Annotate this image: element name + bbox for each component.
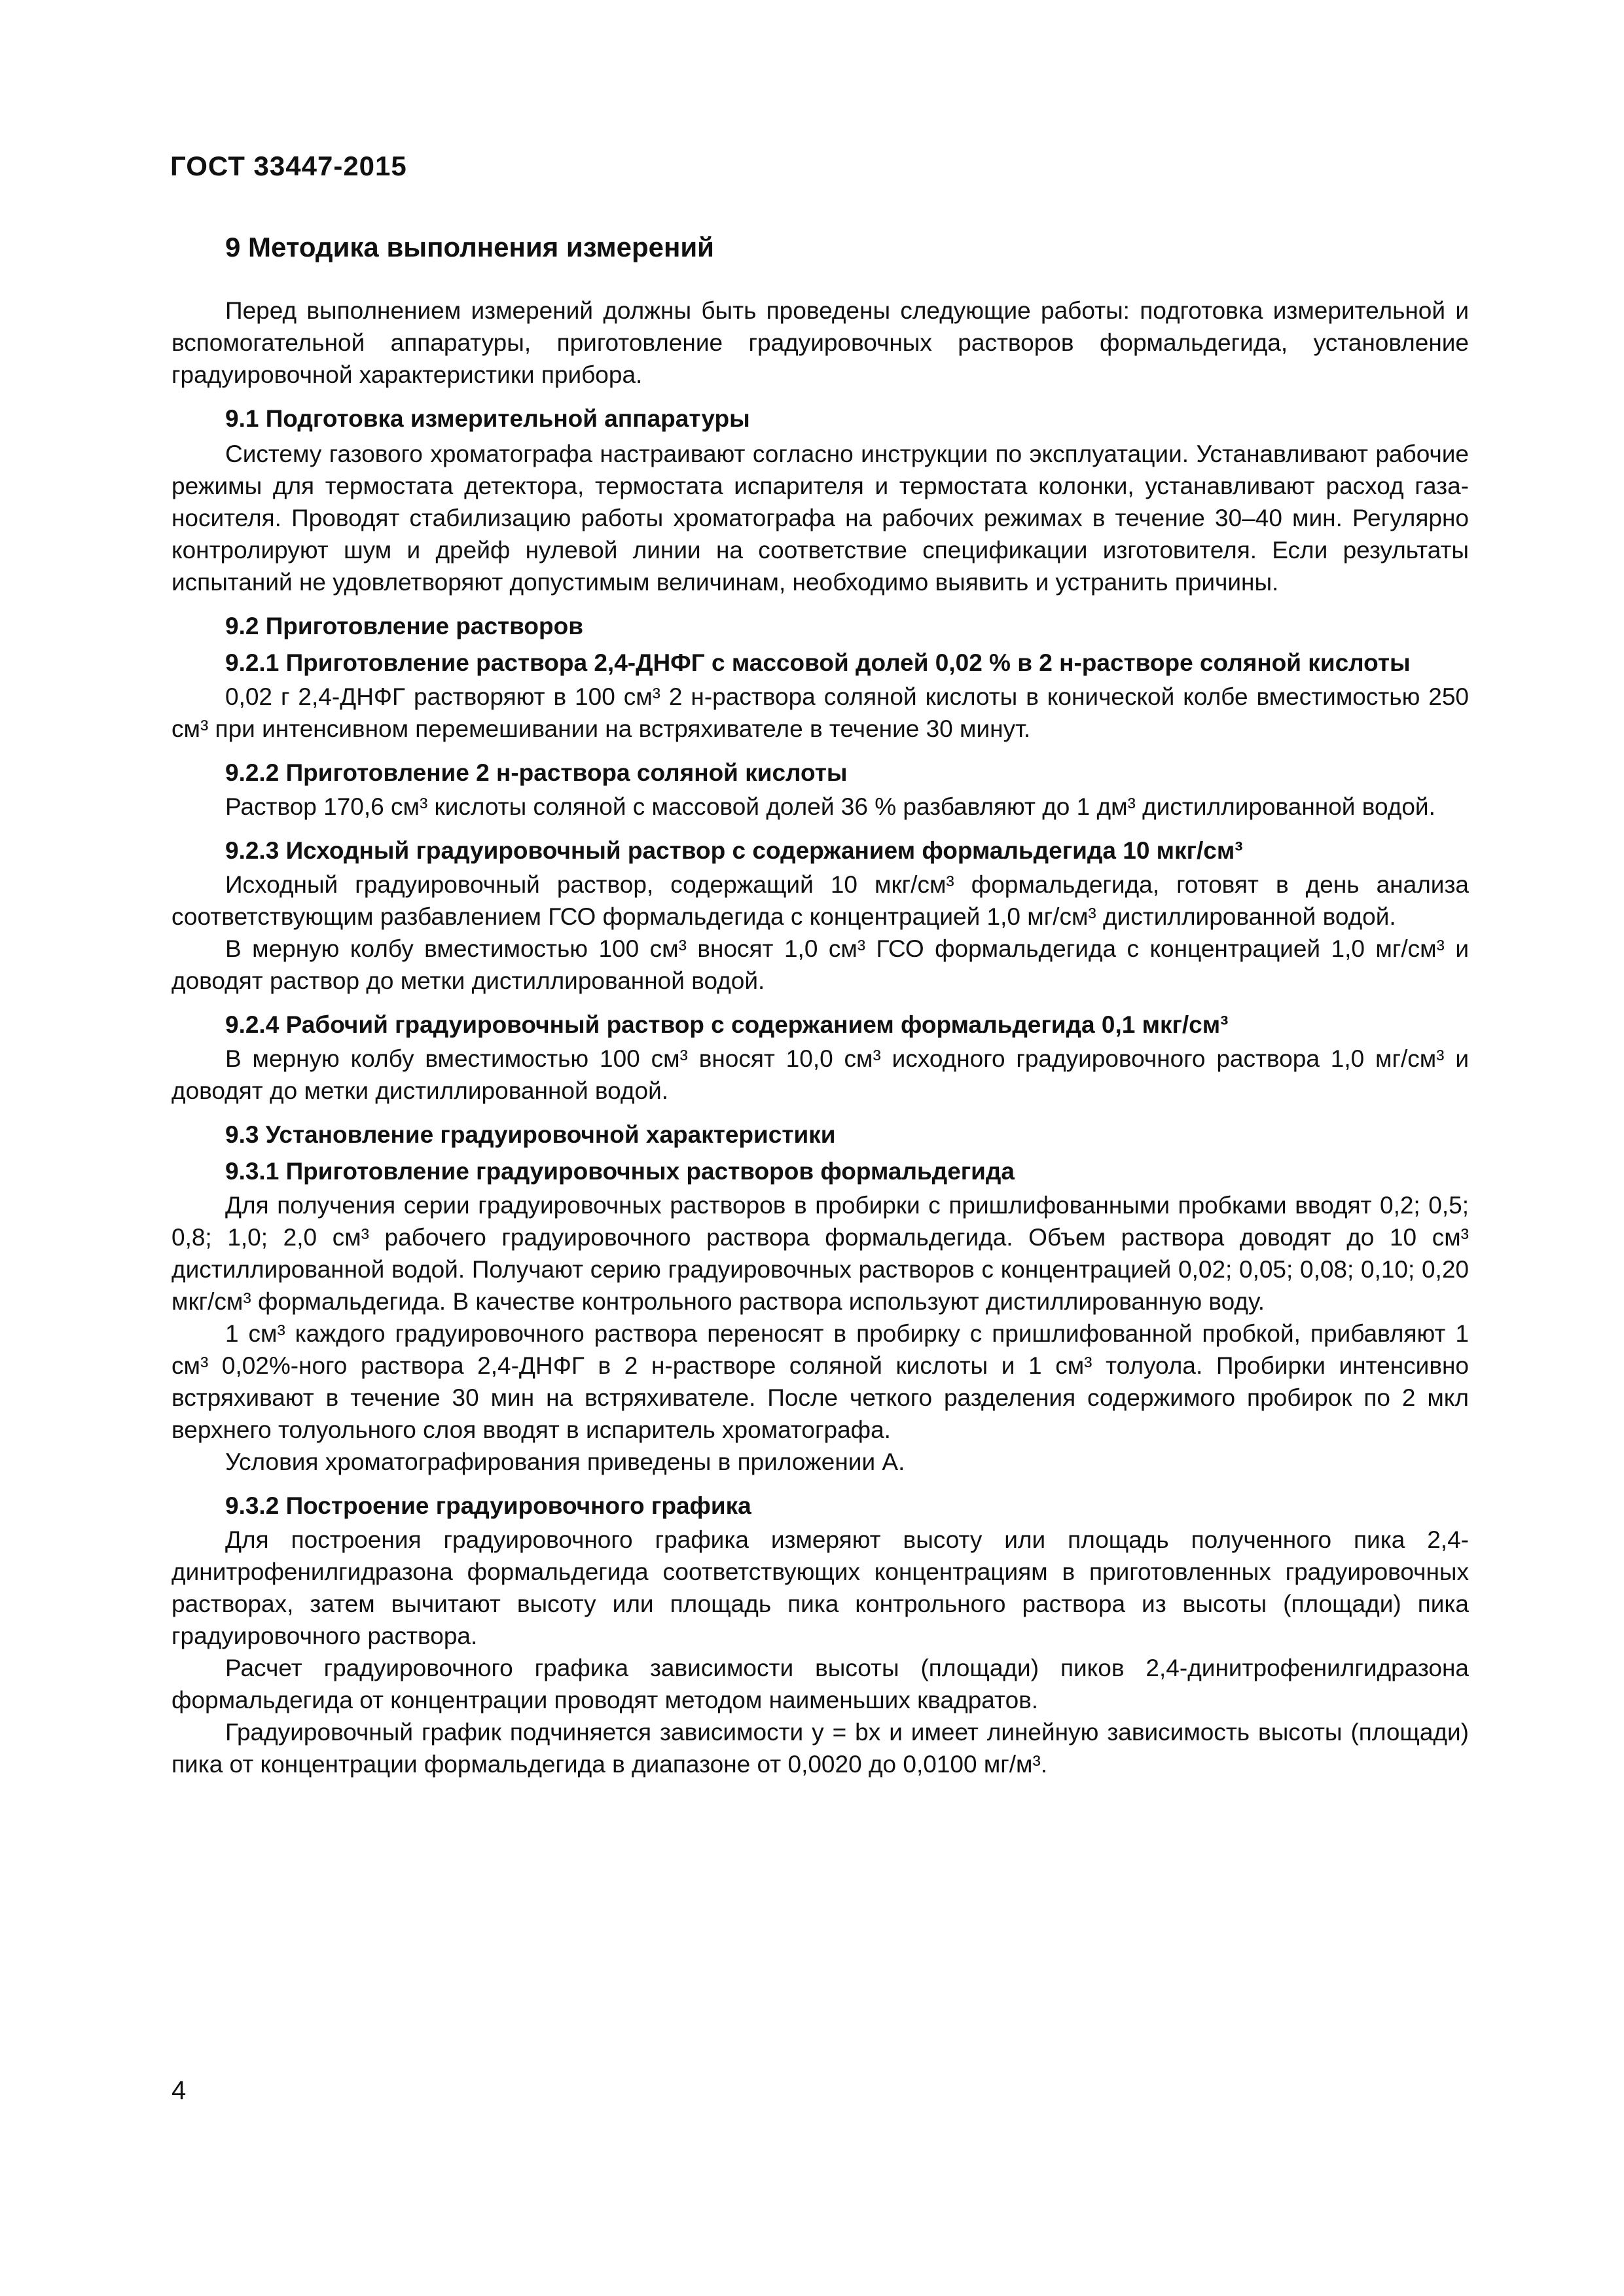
section-9-2-title: 9.2 Приготовление растворов bbox=[225, 613, 583, 639]
page-number: 4 bbox=[171, 2076, 187, 2105]
section-9-2-4-title: 9.2.4 Рабочий градуировочный раствор с содержанием формальдегида 0,1 мкг/см³ bbox=[225, 1011, 1229, 1038]
paragraph: Для построения градуировочного графика измеряют высоту или площадь полученного пика 2,4-динитрофенилгидразона формальдегида соответствующих концентрациям в приготовленных градуировочных растворах, затем вычитают высоту или площадь пика контрольного раствора из высоты (площади) пика градуировочного раствора. bbox=[171, 1526, 1469, 1649]
document-body bbox=[171, 228, 1469, 1780]
paragraph: Исходный градуировочный раствор, содержащий 10 мкг/см³ формальдегида, готовят в день анализа соответствующим разбавлением ГСО формальдегида с концентрацией 1,0 мг/см³ дистиллированной водой. bbox=[171, 871, 1469, 930]
paragraph: Градуировочный график подчиняется зависимости y = bx и имеет линейную зависимость высоты (площади) пика от концентрации формальдегида в диапазоне от 0,0020 до 0,0100 мг/м³. bbox=[171, 1719, 1469, 1778]
section-9-2-1-title: 9.2.1 Приготовление раствора 2,4-ДНФГ с массовой долей 0,02 % в 2 н-растворе соляной кислоты bbox=[225, 649, 1411, 676]
section-9-3-2-title: 9.3.2 Построение градуировочного графика bbox=[225, 1492, 751, 1519]
section-9-1-title: 9.1 Подготовка измерительной аппаратуры bbox=[225, 405, 750, 432]
paragraph: Для получения серии градуировочных растворов в пробирки с пришлифованными пробками вводят 0,2; 0,5; 0,8; 1,0; 2,0 см³ рабочего градуировочного раствора формальдегида. Объем раствора доводят до 10 см³ дистиллированной водой. Получают серию градуировочных растворов с концентрацией 0,02; 0,05; 0,08; 0,10; 0,20 мкг/см³ формальдегида. В качестве контрольного раствора используют дистиллированную воду. bbox=[171, 1192, 1469, 1315]
document-code-header: ГОСТ 33447-2015 bbox=[170, 151, 407, 181]
paragraph: Систему газового хроматографа настраивают согласно инструкции по эксплуатации. Устанавливают рабочие режимы для термостата детектора, термостата испарителя и термостата колонки, устанавливают расход газа-носителя. Проводят стабилизацию работы хроматографа на рабочих режимах в течение 30–40 мин. Регулярно контролируют шум и дрейф нулевой линии на соответствие спецификации изготовителя. Если результаты испытаний не удовлетворяют допустимым величинам, необходимо выявить и устранить причины. bbox=[171, 440, 1469, 596]
paragraph: Условия хроматографирования приведены в приложении А. bbox=[225, 1448, 905, 1475]
paragraph: В мерную колбу вместимостью 100 см³ вносят 10,0 см³ исходного градуировочного раствора 1,0 мг/см³ и доводят до метки дистиллированной водой. bbox=[171, 1045, 1469, 1104]
paragraph: 0,02 г 2,4-ДНФГ растворяют в 100 см³ 2 н-раствора соляной кислоты в конической колбе вместимостью 250 см³ при интенсивном перемешивании на встряхивателе в течение 30 минут. bbox=[171, 683, 1469, 742]
section-9-2-2-title: 9.2.2 Приготовление 2 н-раствора соляной кислоты bbox=[225, 759, 848, 786]
paragraph: Раствор 170,6 см³ кислоты соляной с массовой долей 36 % разбавляют до 1 дм³ дистиллированной водой. bbox=[225, 793, 1435, 820]
section-9-title: 9 Методика выполнения измерений bbox=[225, 232, 714, 262]
paragraph: В мерную колбу вместимостью 100 см³ вносят 1,0 см³ ГСО формальдегида с концентрацией 1,0 мг/см³ и доводят раствор до метки дистиллированной водой. bbox=[171, 935, 1469, 994]
paragraph: 1 см³ каждого градуировочного раствора переносят в пробирку с пришлифованной пробкой, прибавляют 1 см³ 0,02%-ного раствора 2,4-ДНФГ в 2 н-растворе соляной кислоты и 1 см³ толуола. Пробирки интенсивно встряхивают в течение 30 мин на встряхивателе. После четкого разделения содержимого пробирок по 2 мкл верхнего толуольного слоя вводят в испаритель хроматографа. bbox=[171, 1320, 1469, 1443]
paragraph: Перед выполнением измерений должны быть проведены следующие работы: подготовка измерительной и вспомогательной аппаратуры, приготовление градуировочных растворов формальдегида, установление градуировочной характеристики прибора. bbox=[171, 297, 1469, 388]
paragraph: Расчет градуировочного графика зависимости высоты (площади) пиков 2,4-динитрофенилгидразона формальдегида от концентрации проводят методом наименьших квадратов. bbox=[171, 1655, 1469, 1713]
section-9-3-1-title: 9.3.1 Приготовление градуировочных растворов формальдегида bbox=[225, 1158, 1015, 1185]
section-9-3-title: 9.3 Установление градуировочной характеристики bbox=[225, 1121, 836, 1148]
section-9-2-3-title: 9.2.3 Исходный градуировочный раствор с содержанием формальдегида 10 мкг/см³ bbox=[225, 837, 1243, 864]
